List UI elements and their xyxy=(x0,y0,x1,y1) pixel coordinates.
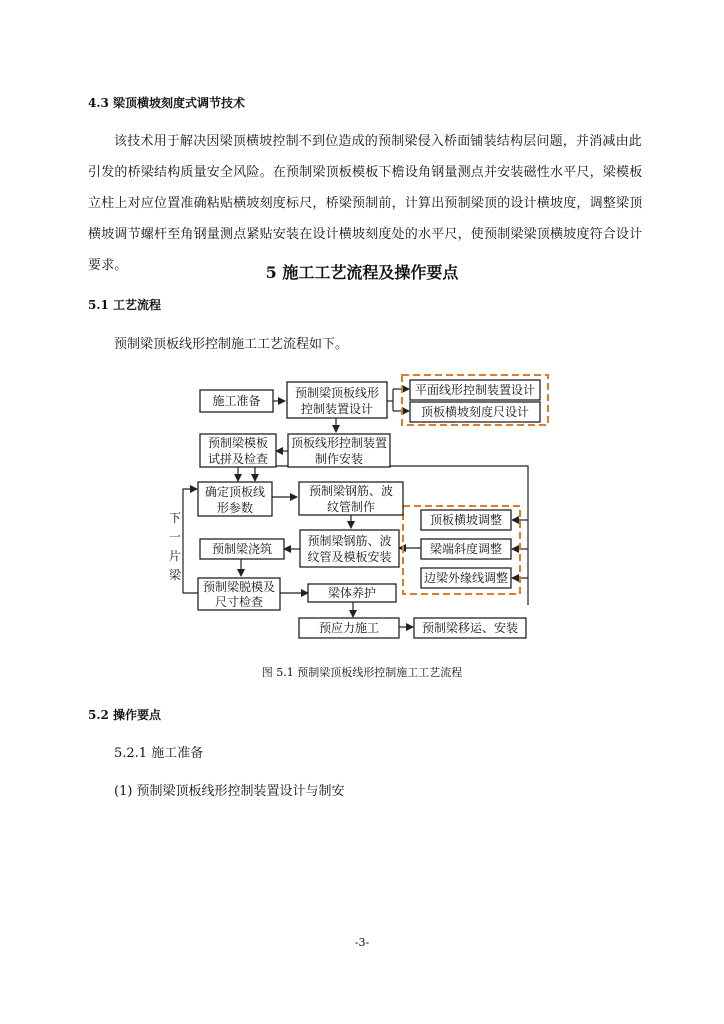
text-next-beam-3: 片 xyxy=(168,549,182,563)
text-prep: 施工准备 xyxy=(212,394,261,408)
text-install-line1: 预制梁钢筋、波 xyxy=(307,534,392,548)
text-demold-line2: 尺寸检查 xyxy=(214,595,264,609)
text-trial-line1: 预制梁模板 xyxy=(207,436,269,450)
text-scale-design: 顶板横坡刻度尺设计 xyxy=(420,405,530,419)
chapter-5-title: 5 施工工艺流程及操作要点 xyxy=(265,263,459,282)
page-number: -3- xyxy=(354,936,370,949)
text-install-line2: 纹管及模板安装 xyxy=(307,550,392,564)
text-adj-end: 梁端斜度调整 xyxy=(429,542,503,556)
section-5-1-intro: 预制梁顶板线形控制施工工艺流程如下。 xyxy=(114,337,349,352)
section-5-2-item-1: (1) 预制梁顶板线形控制装置设计与制安 xyxy=(114,784,345,799)
section-5-2-heading: 5.2 操作要点 xyxy=(88,708,162,722)
text-rebar-line1: 预制梁钢筋、波 xyxy=(308,484,394,498)
text-next-beam-4: 梁 xyxy=(168,568,182,582)
text-trial-line2: 试拼及检查 xyxy=(207,452,269,466)
text-fabricate-line1: 顶板线形控制装置 xyxy=(290,436,388,450)
text-design-line2: 控制装置设计 xyxy=(300,402,374,416)
section-5-1-heading: 5.1 工艺流程 xyxy=(88,298,162,312)
section-4-3-paragraph: 该技术用于解决因梁顶横坡控制不到位造成的预制梁侵入桥面铺装结构层问题，并消减由此引发的桥梁结构质量安全风险。在预制梁顶板模板下檐设角钢量测点并安装磁性水平尺，梁模板立柱上对应位置准确粘贴横坡刻度标尺，桥梁预制前，计算出预制梁顶的设计横坡度，调整梁顶横坡调节螺杆至角钢量测点紧贴安装在设计横坡刻度处的水平尺，使预制梁梁顶横坡度符合设计要求。 xyxy=(88,134,643,273)
text-demold-line1: 预制梁脱模及 xyxy=(202,580,276,594)
text-params-line1: 确定顶板线 xyxy=(204,485,266,499)
text-next-beam-2: 一 xyxy=(168,530,182,544)
figure-caption: 图 5.1 预制梁顶板线形控制施工工艺流程 xyxy=(261,666,463,679)
text-params-line2: 形参数 xyxy=(216,501,254,515)
text-rebar-line2: 纹管制作 xyxy=(326,500,376,514)
text-adj-edge: 边梁外缘线调整 xyxy=(423,571,509,585)
text-adj-slope: 顶板横坡调整 xyxy=(429,513,503,527)
text-plane-design: 平面线形控制装置设计 xyxy=(414,383,536,397)
text-next-beam-1: 下 xyxy=(168,511,182,525)
text-pour: 预制梁浇筑 xyxy=(211,542,273,556)
text-prestress: 预应力施工 xyxy=(318,621,380,635)
text-transport: 预制梁移运、安装 xyxy=(421,621,519,635)
section-5-2-1-heading: 5.2.1 施工准备 xyxy=(114,746,204,761)
text-design-line1: 预制梁顶板线形 xyxy=(294,386,380,400)
text-cure: 梁体养护 xyxy=(327,586,377,600)
text-fabricate-line2: 制作安装 xyxy=(314,452,364,466)
section-4-3-heading: 4.3 梁顶横坡刻度式调节技术 xyxy=(88,96,246,110)
